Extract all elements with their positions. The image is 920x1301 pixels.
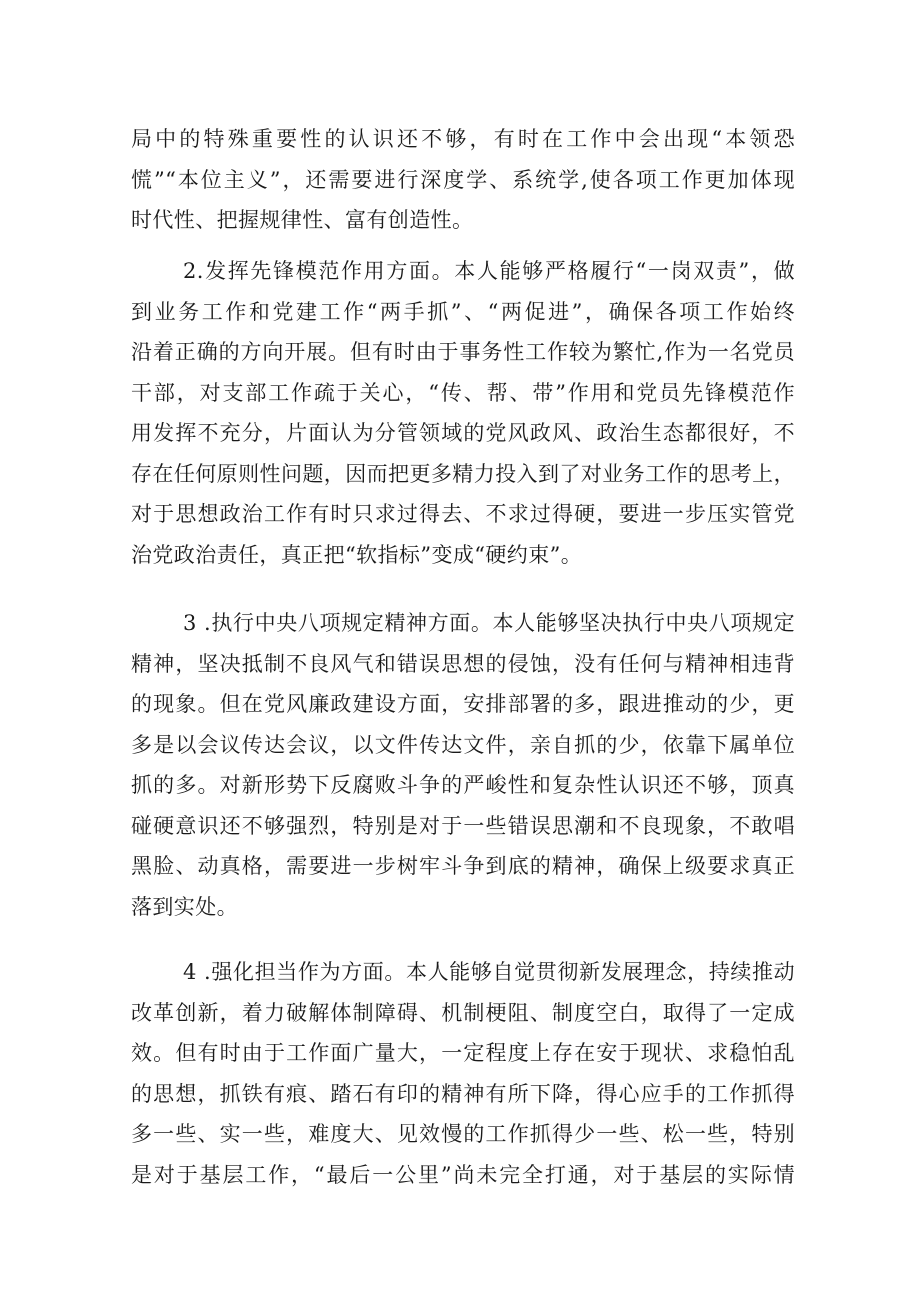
paragraph-1 <box>131 119 795 241</box>
paragraph-line: 是对于基层工作，“最后一公里”尚未完全打通，对于基层的实际情 <box>131 1162 795 1187</box>
paragraph-line: 2.发挥先锋模范作用方面。本人能够严格履行“一岗双责”，做 <box>183 259 795 283</box>
paragraph-line: 效。但有时由于工作面广量大，一定程度上存在安于现状、求稳怕乱 <box>131 1041 795 1065</box>
paragraph-line: 慌”“本位主义”，还需要进行深度学、系统学,使各项工作更加体现 <box>131 167 795 192</box>
paragraph-line: 对于思想政治工作有时只求过得去、不求过得硬，要进一步压实管党 <box>131 502 795 526</box>
paragraph-line: 改革创新，着力破解体制障碍、机制梗阻、制度空白，取得了一定成 <box>131 1000 795 1025</box>
paragraph-line: 的思想，抓铁有痕、踏石有印的精神有所下降，得心应手的工作抓得 <box>131 1081 795 1106</box>
paragraph-line: 抓的多。对新形势下反腐败斗争的严峻性和复杂性认识还不够，顶真 <box>131 773 795 797</box>
paragraph-line: 多一些、实一些，难度大、见效慢的工作抓得少一些、松一些，特别 <box>131 1122 795 1146</box>
paragraph-line: 3 .执行中央八项规定精神方面。本人能够坚决执行中央八项规定 <box>183 611 795 635</box>
paragraph-line: 存在任何原则性问题，因而把更多精力投入到了对业务工作的思考上， <box>131 461 795 486</box>
paragraph-line: 时代性、把握规律性、富有创造性。 <box>131 208 474 232</box>
paragraph-line: 多是以会议传达会议，以文件传达文件，亲自抓的少，依靠下属单位 <box>131 732 795 757</box>
paragraph-line: 碰硬意识还不够强烈，特别是对于一些错误思潮和不良现象，不敢唱 <box>131 813 795 838</box>
paragraph-line: 4 .强化担当作为方面。本人能够自觉贯彻新发展理念，持续推动 <box>183 960 795 984</box>
paragraph-line: 到业务工作和党建工作“两手抓”、“两促进”，确保各项工作始终 <box>131 299 795 324</box>
paragraph-line: 沿着正确的方向开展。但有时由于事务性工作较为繁忙,作为一名党员 <box>131 340 795 364</box>
paragraph-line: 局中的特殊重要性的认识还不够，有时在工作中会出现“本领恐 <box>131 127 795 151</box>
paragraph-line: 精神，坚决抵制不良风气和错误思想的侵蚀，没有任何与精神相违背 <box>131 651 795 676</box>
paragraph-2 <box>131 251 795 575</box>
paragraph-3 <box>131 603 795 927</box>
paragraph-line: 黑脸、动真格，需要进一步树牢斗争到底的精神，确保上级要求真正 <box>131 854 795 878</box>
paragraph-line: 落到实处。 <box>131 894 238 919</box>
paragraph-line: 干部，对支部工作疏于关心，“传、帮、带”作用和党员先锋模范作 <box>131 380 795 405</box>
paragraph-line: 的现象。但在党风廉政建设方面，安排部署的多，跟进推动的少，更 <box>131 692 795 716</box>
paragraph-line: 治党政治责任，真正把“软指标”变成“硬约束”。 <box>131 542 583 567</box>
paragraph-line: 用发挥不充分，片面认为分管领域的党风政风、政治生态都很好，不 <box>131 421 795 445</box>
paragraph-4 <box>131 952 795 1195</box>
